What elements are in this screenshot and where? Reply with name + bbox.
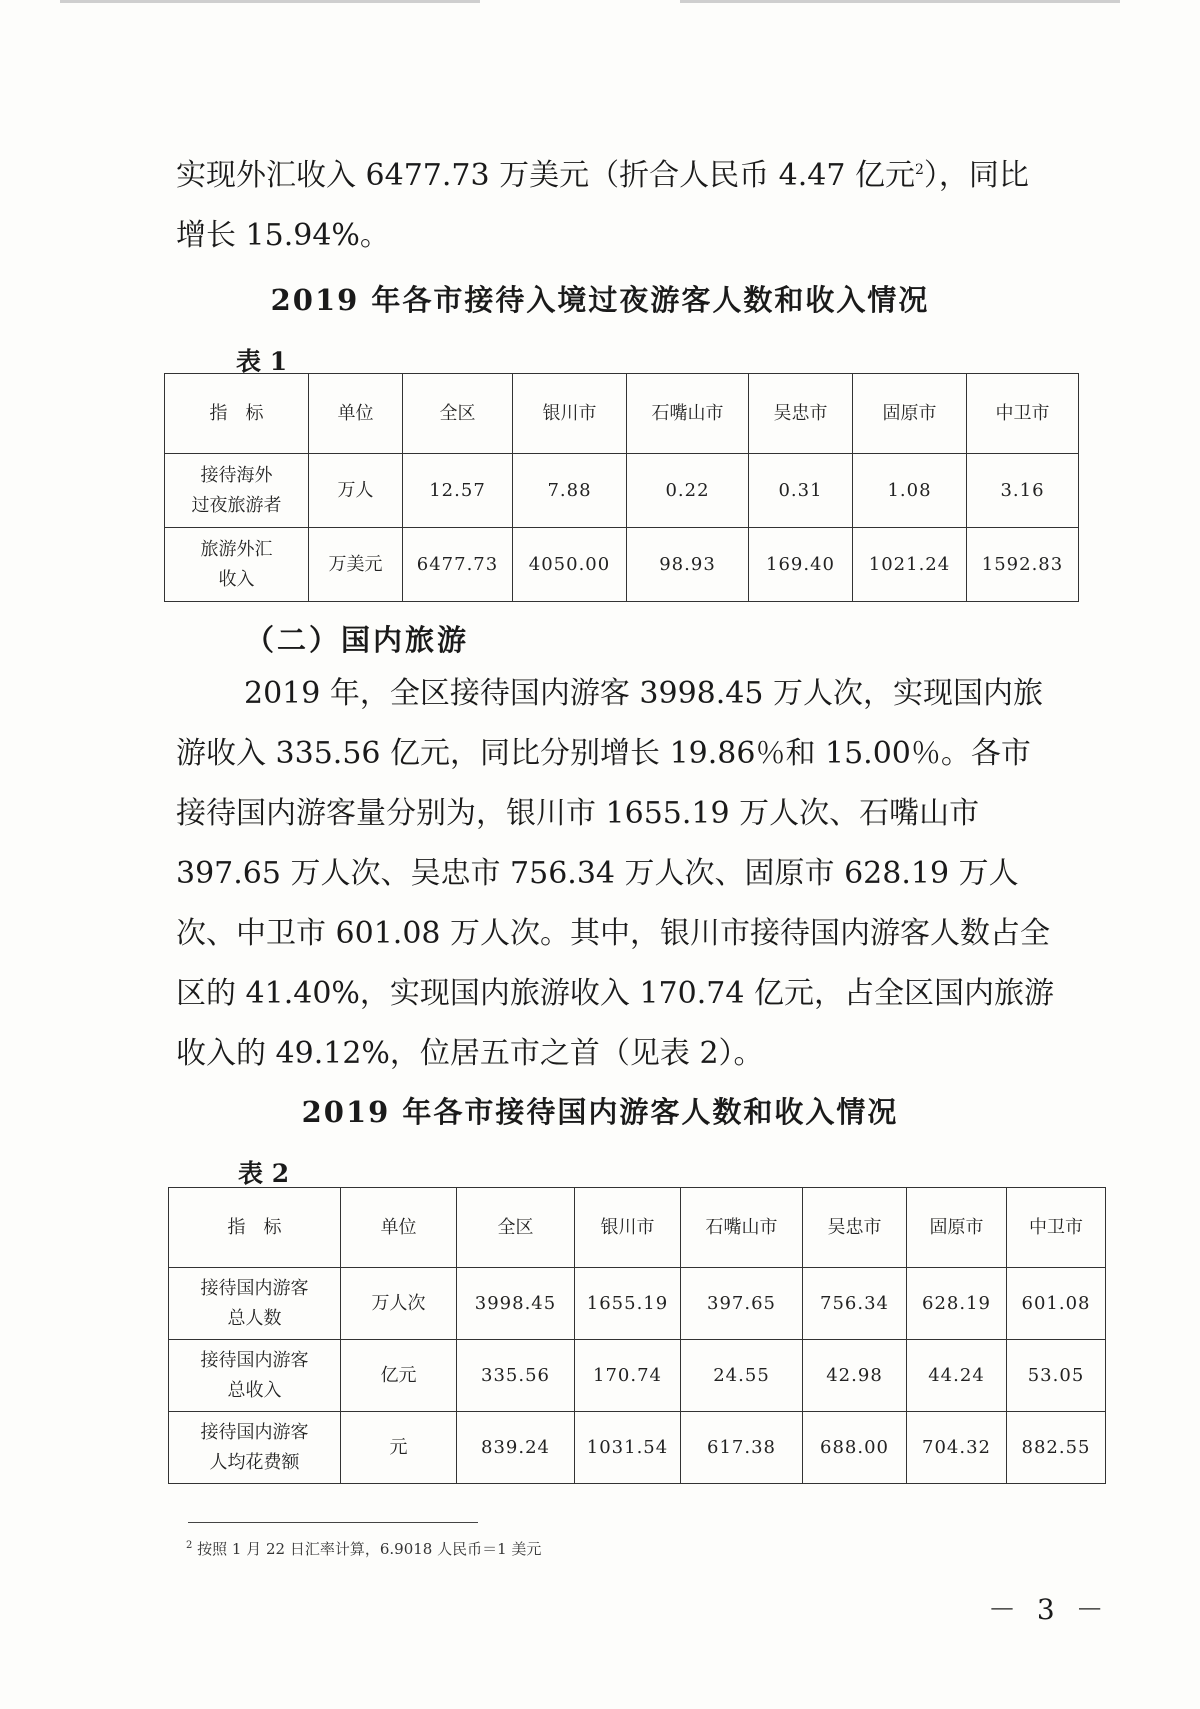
row-indicator: 接待国内游客 总人数 [169, 1268, 341, 1340]
row-unit: 亿元 [341, 1340, 457, 1412]
table-row [169, 1412, 1106, 1484]
table1-header-row [165, 374, 1079, 454]
table2-header-guyuan: 固原市 [907, 1188, 1007, 1268]
section-heading: （二）国内旅游 [245, 623, 470, 657]
table2-header-yinchuan: 银川市 [575, 1188, 681, 1268]
cell-value: 882.55 [1007, 1412, 1106, 1484]
row-indicator: 旅游外汇 收入 [165, 528, 309, 602]
table1-header-region: 全区 [403, 374, 513, 454]
table1-label: 表 1 [236, 347, 288, 376]
table-row [169, 1340, 1106, 1412]
table1-header-yinchuan: 银川市 [513, 374, 627, 454]
footnote-divider [188, 1522, 478, 1523]
cell-value: 98.93 [627, 528, 749, 602]
table2 [168, 1187, 1106, 1484]
cell-value: 3998.45 [457, 1268, 575, 1340]
cell-value: 335.56 [457, 1340, 575, 1412]
table1-header-unit: 单位 [309, 374, 403, 454]
table2-header-row [169, 1188, 1106, 1268]
footnote-reference: 2 [915, 162, 924, 178]
cell-value: 7.88 [513, 454, 627, 528]
cell-value: 0.22 [627, 454, 749, 528]
table1-header-shizuishan: 石嘴山市 [627, 374, 749, 454]
table2-label: 表 2 [238, 1159, 290, 1188]
intro-line1-text: 实现外汇收入 6477.73 万美元（折合人民币 4.47 亿元 [176, 158, 915, 193]
scan-edge-left [60, 0, 480, 3]
row-indicator: 接待国内游客 人均花费额 [169, 1412, 341, 1484]
row-unit: 元 [341, 1412, 457, 1484]
cell-value: 4050.00 [513, 528, 627, 602]
cell-value: 756.34 [803, 1268, 907, 1340]
table2-header-unit: 单位 [341, 1188, 457, 1268]
cell-value: 42.98 [803, 1340, 907, 1412]
cell-value: 0.31 [749, 454, 853, 528]
cell-value: 1031.54 [575, 1412, 681, 1484]
table1-title: 2019 年各市接待入境过夜游客人数和收入情况 [270, 283, 930, 317]
cell-value: 704.32 [907, 1412, 1007, 1484]
row-unit: 万人次 [341, 1268, 457, 1340]
table2-title: 2019 年各市接待国内游客人数和收入情况 [301, 1095, 899, 1129]
table2-header-zhongwei: 中卫市 [1007, 1188, 1106, 1268]
table-row [165, 454, 1079, 528]
cell-value: 1021.24 [853, 528, 967, 602]
table-row [169, 1268, 1106, 1340]
table2-header-indicator: 指 标 [169, 1188, 341, 1268]
cell-value: 53.05 [1007, 1340, 1106, 1412]
cell-value: 688.00 [803, 1412, 907, 1484]
table2-header-wuzhong: 吴忠市 [803, 1188, 907, 1268]
row-unit: 万人 [309, 454, 403, 528]
table1 [164, 373, 1079, 602]
cell-value: 6477.73 [403, 528, 513, 602]
cell-value: 170.74 [575, 1340, 681, 1412]
row-indicator: 接待海外 过夜旅游者 [165, 454, 309, 528]
table1-header-wuzhong: 吴忠市 [749, 374, 853, 454]
cell-value: 617.38 [681, 1412, 803, 1484]
footnote-text: 按照 1 月 22 日汇率计算，6.9018 人民币＝1 美元 [197, 1540, 542, 1558]
table2-header-shizuishan: 石嘴山市 [681, 1188, 803, 1268]
cell-value: 397.65 [681, 1268, 803, 1340]
cell-value: 169.40 [749, 528, 853, 602]
intro-paragraph [176, 146, 1056, 266]
scan-edge-right [680, 0, 1120, 3]
footnote-marker: 2 [186, 1540, 193, 1551]
cell-value: 601.08 [1007, 1268, 1106, 1340]
table-row [165, 528, 1079, 602]
cell-value: 1655.19 [575, 1268, 681, 1340]
table2-header-region: 全区 [457, 1188, 575, 1268]
row-unit: 万美元 [309, 528, 403, 602]
footnote [186, 1538, 541, 1559]
table1-header-indicator: 指 标 [165, 374, 309, 454]
row-indicator: 接待国内游客 总收入 [169, 1340, 341, 1412]
domestic-paragraph: 2019 年，全区接待国内游客 3998.45 万人次，实现国内旅游收入 335.56 亿元，同比分别增长 19.86％和 15.00％。各市接待国内游客量分别为，银川市 1655.19 万人次、石嘴山市 397.65 万人次、吴忠市 756.34 万人次、固原市 628.19 万人次、中卫市 601.08 万人次。其中，银川市接待国内游客人数占全区的 41.40%，实现国内旅游收入 170.74 亿元，占全区国内旅游收入的 49.12%，位居五市之首（见表 2）。 [176, 676, 1054, 1071]
table1-header-guyuan: 固原市 [853, 374, 967, 454]
cell-value: 1592.83 [967, 528, 1079, 602]
intro-line1-tail: ），同比 [923, 158, 1029, 193]
cell-value: 3.16 [967, 454, 1079, 528]
table1-header-zhongwei: 中卫市 [967, 374, 1079, 454]
cell-value: 24.55 [681, 1340, 803, 1412]
intro-line2-text: 增长 15.94%。 [176, 218, 390, 253]
cell-value: 628.19 [907, 1268, 1007, 1340]
cell-value: 12.57 [403, 454, 513, 528]
page-number: － 3 － [988, 1593, 1110, 1626]
cell-value: 839.24 [457, 1412, 575, 1484]
cell-value: 44.24 [907, 1340, 1007, 1412]
cell-value: 1.08 [853, 454, 967, 528]
